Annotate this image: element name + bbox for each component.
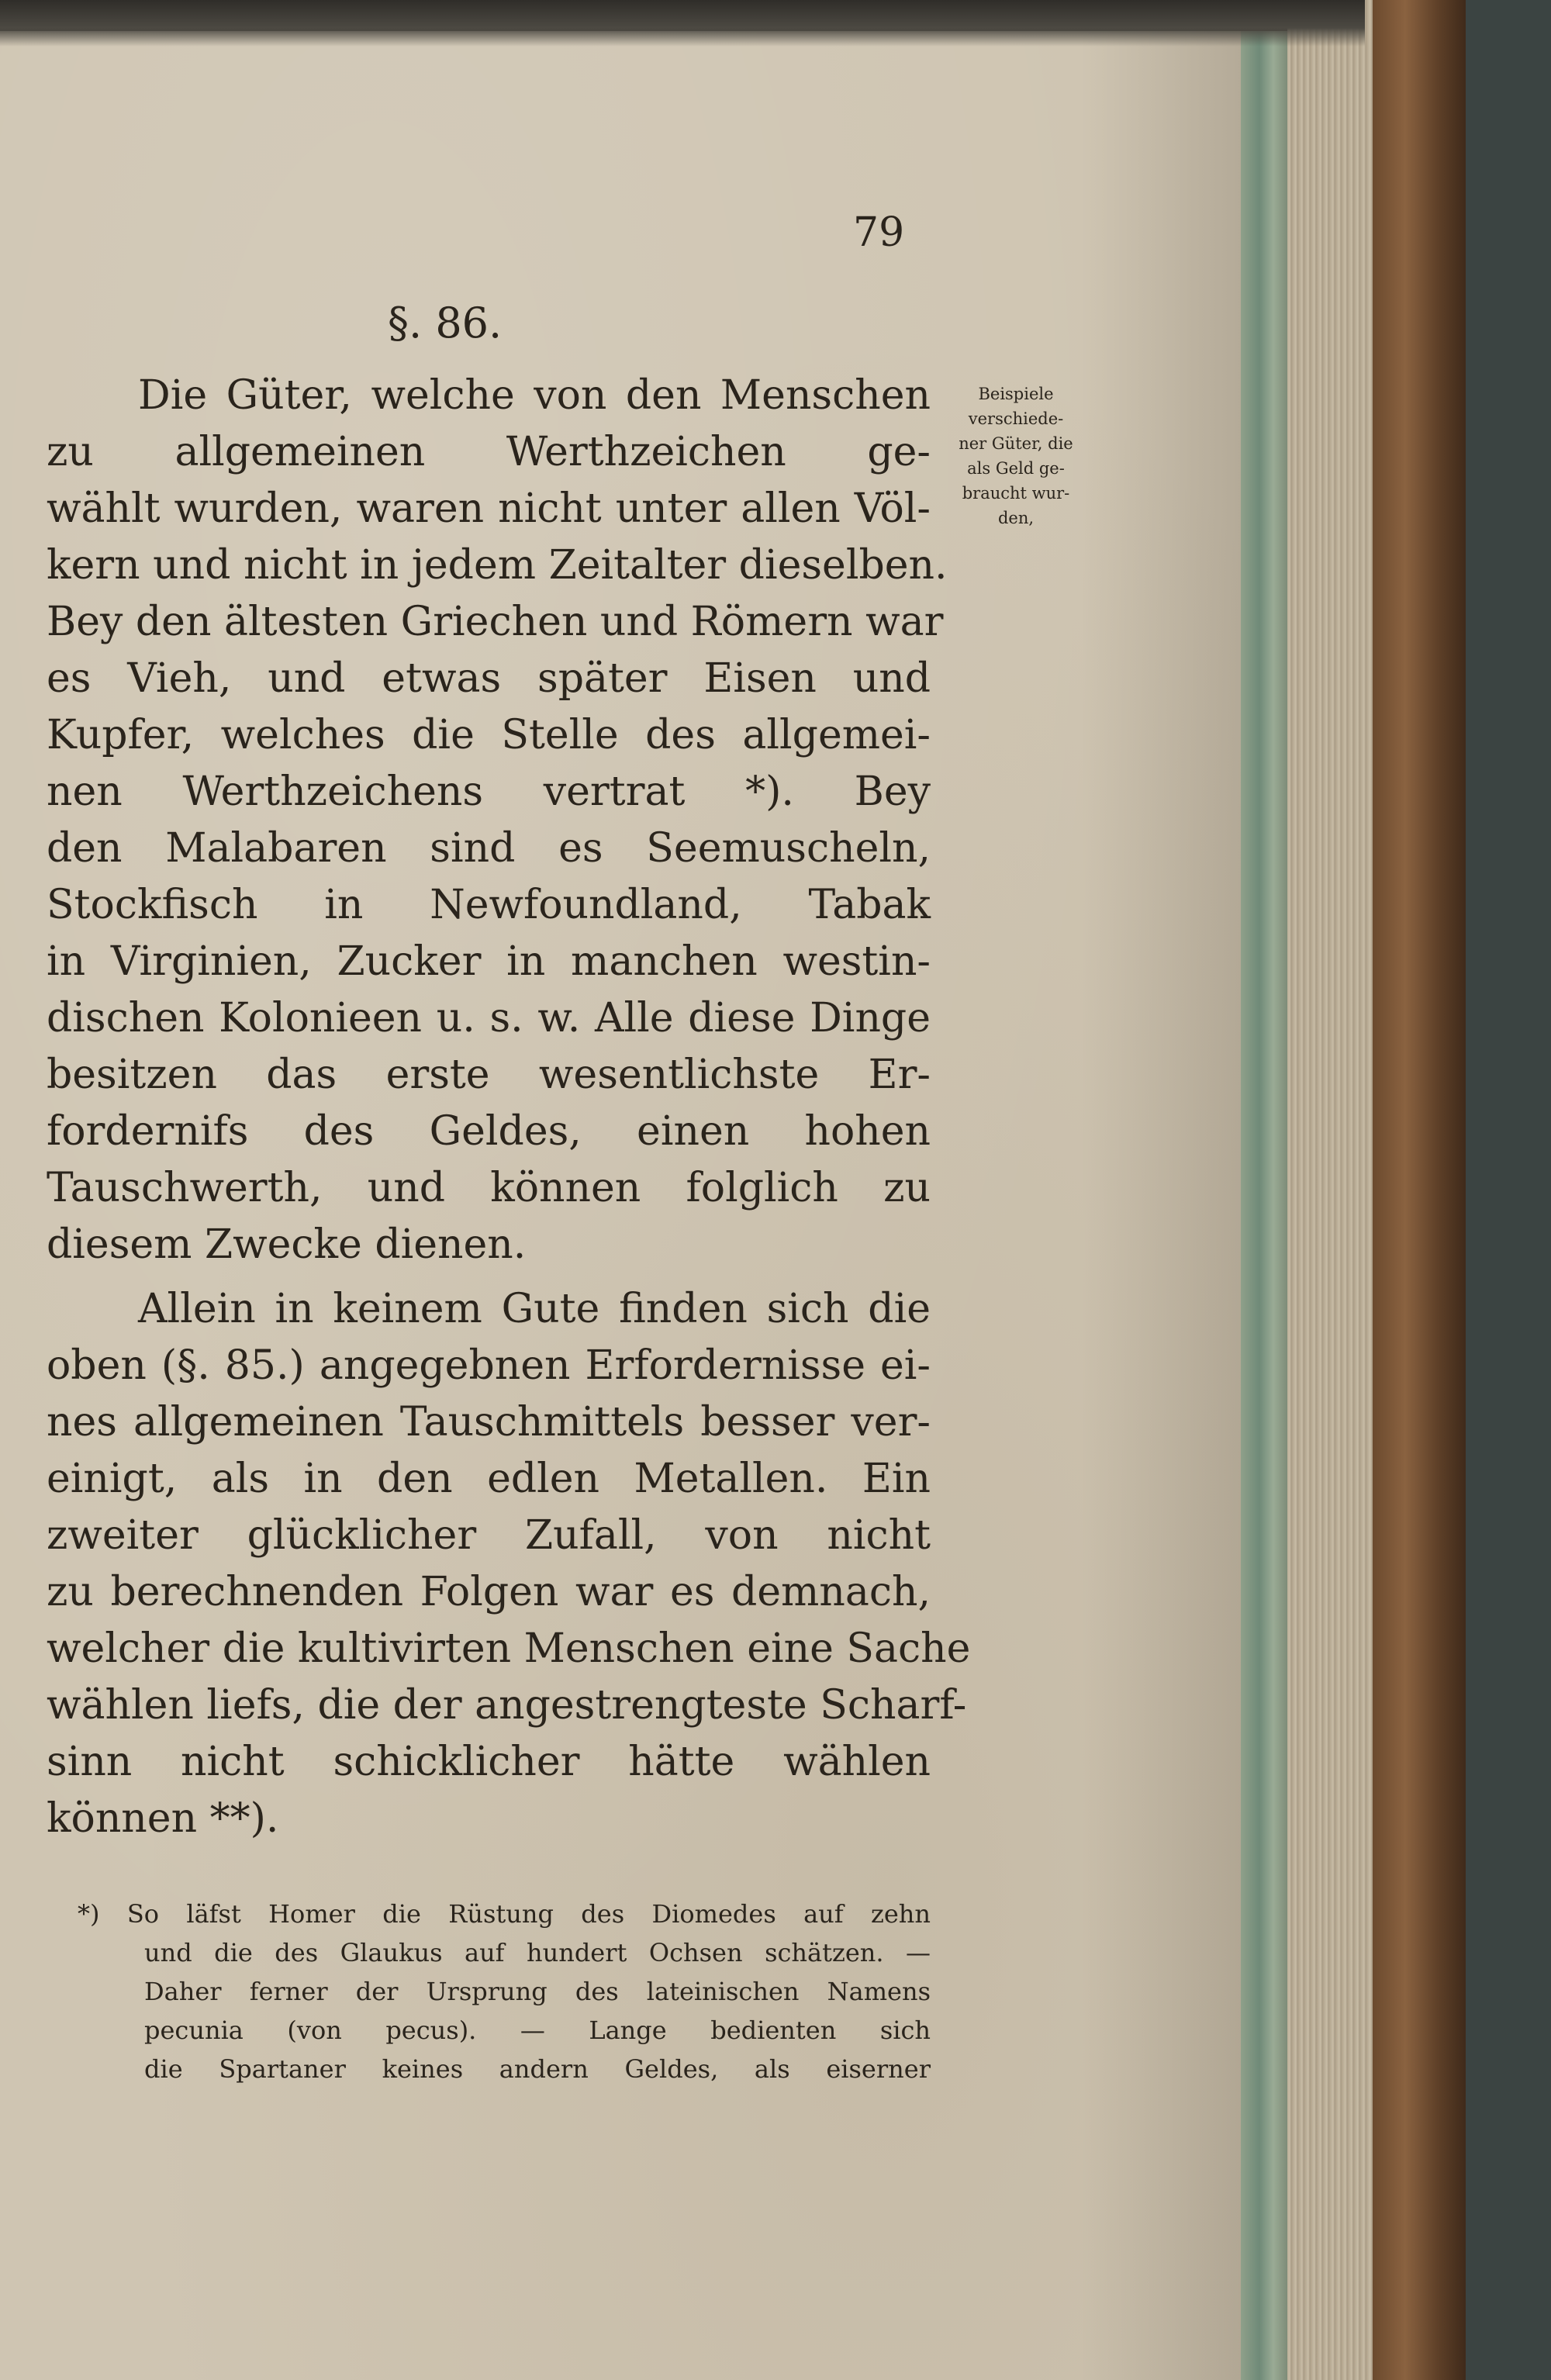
book-cover-edge — [1373, 0, 1466, 2380]
footnote-line: und die des Glaukus auf hundert Ochsen schätzen. — — [144, 1938, 931, 1967]
background — [1466, 0, 1551, 2380]
page-number: 79 — [853, 209, 905, 256]
page-stack-edge — [1287, 0, 1373, 2380]
body-line: nes allgemeinen Tauschmittels besser ver- — [47, 1399, 931, 1446]
section-heading: §. 86. — [388, 299, 503, 347]
footnote-line: die Spartaner keines andern Geldes, als eiserner — [144, 2054, 931, 2084]
body-line: besitzen das erste wesentlichste Er- — [47, 1052, 931, 1098]
body-line: es Vieh, und etwas später Eisen und — [47, 655, 931, 702]
body-line: Allein in keinem Gute finden sich die — [138, 1286, 931, 1332]
body-line: welcher die kultivirten Menschen eine Sache — [47, 1625, 971, 1672]
margin-note-line: als Geld ge- — [967, 459, 1065, 478]
page-edge-gilt — [1241, 31, 1287, 2380]
body-line: einigt, als in den edlen Metallen. Ein — [47, 1456, 931, 1502]
margin-note-line: den, — [997, 509, 1035, 527]
top-shadow — [0, 0, 1365, 47]
body-line: den Malabaren sind es Seemuscheln, — [47, 825, 931, 872]
body-line: dischen Kolonieen u. s. w. Alle diese Dinge — [47, 995, 931, 1041]
body-line: zu berechnenden Folgen war es demnach, — [47, 1569, 931, 1615]
body-line: zweiter glücklicher Zufall, von nicht — [47, 1512, 931, 1559]
body-line: zu allgemeinen Werthzeichen ge- — [47, 429, 931, 475]
body-line: wählt wurden, waren nicht unter allen Völ- — [47, 485, 931, 532]
footnote-line: Daher ferner der Ursprung des lateinischen Namens — [144, 1977, 931, 2006]
body-line: in Virginien, Zucker in manchen westin- — [47, 938, 931, 985]
body-line: nen Werthzeichens vertrat *). Bey — [47, 769, 931, 815]
margin-note-line: verschiede- — [968, 409, 1064, 428]
body-line: kern und nicht in jedem Zeitalter dieselben. — [47, 542, 948, 589]
body-line: fordernifs des Geldes, einen hohen — [47, 1108, 931, 1155]
body-line: wählen liefs, die der angestrengteste Scharf- — [47, 1682, 967, 1729]
margin-note-line: Beispiele — [978, 385, 1054, 403]
body-line: diesem Zwecke dienen. — [47, 1221, 527, 1268]
body-line: können **). — [47, 1795, 279, 1842]
footnote-line: *) So läfst Homer die Rüstung des Diomedes auf zehn — [78, 1899, 931, 1929]
body-line: Kupfer, welches die Stelle des allgemei- — [47, 712, 931, 758]
body-line: Tauschwerth, und können folglich zu — [47, 1165, 931, 1211]
footnote-line: pecunia (von pecus). — Lange bedienten sich — [144, 2016, 931, 2045]
body-line: oben (§. 85.) angegebnen Erfordernisse ei- — [47, 1342, 931, 1389]
body-line: Die Güter, welche von den Menschen — [138, 372, 931, 419]
body-line: sinn nicht schicklicher hätte wählen — [47, 1739, 931, 1785]
margin-note-line: ner Güter, die — [959, 434, 1073, 453]
body-line: Bey den ältesten Griechen und Römern war — [47, 599, 944, 645]
body-line: Stockfisch in Newfoundland, Tabak — [47, 882, 931, 928]
margin-note — [942, 382, 1090, 530]
margin-note-line: braucht wur- — [962, 484, 1070, 503]
